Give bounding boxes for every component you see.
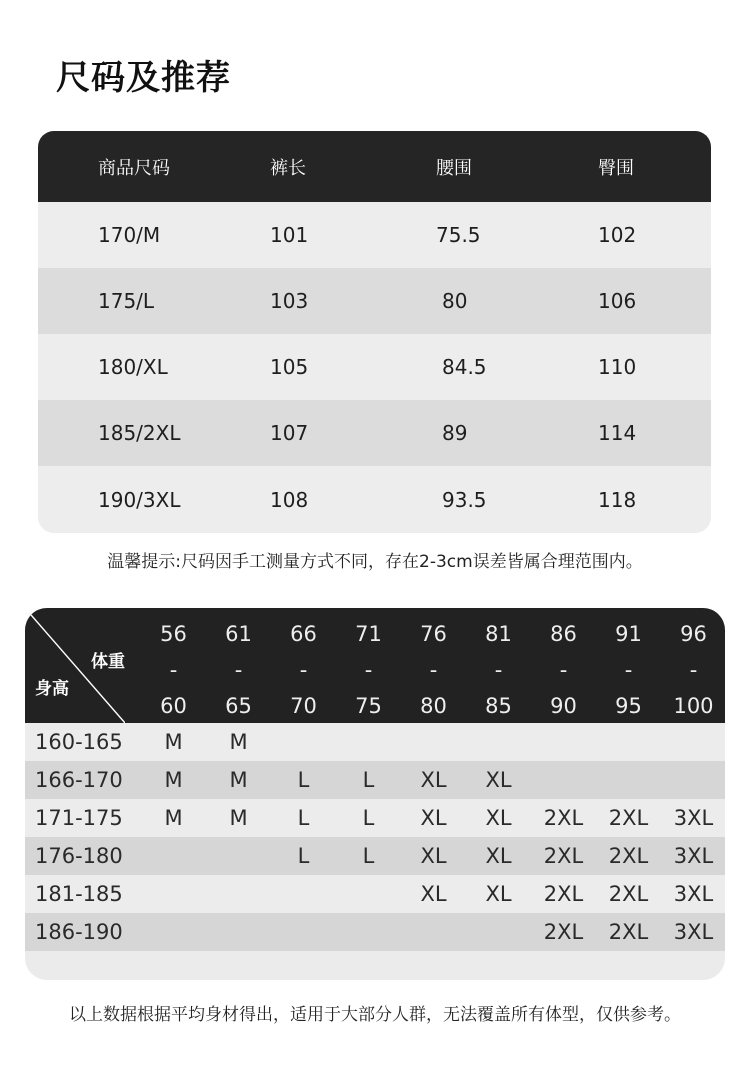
size-table	[38, 131, 711, 533]
size-cell	[596, 723, 661, 761]
size-cell	[141, 837, 206, 875]
weight-range	[141, 608, 206, 723]
size-cell: XL	[420, 844, 447, 868]
cell-size: 170/M	[98, 223, 161, 247]
weight-range	[661, 608, 725, 723]
size-cell: L	[297, 806, 310, 830]
size-cell	[271, 875, 336, 913]
cell-hip: 114	[598, 421, 637, 445]
table-row	[25, 837, 725, 875]
size-cell	[271, 723, 336, 761]
weight-min: 56	[160, 622, 187, 646]
size-cell: 2XL	[608, 844, 649, 868]
size-cell: 2XL	[543, 844, 584, 868]
weight-max: 85	[485, 694, 512, 718]
weight-separator: -	[494, 658, 503, 682]
cell-size: 175/L	[98, 289, 155, 313]
weight-separator: -	[364, 658, 373, 682]
weight-max: 60	[160, 694, 187, 718]
table-row	[25, 913, 725, 951]
cell-size: 185/2XL	[98, 421, 181, 445]
weight-range	[271, 608, 336, 723]
weight-range	[336, 608, 401, 723]
weight-range	[596, 608, 661, 723]
size-cell: L	[297, 844, 310, 868]
size-cell	[531, 761, 596, 799]
page-title: 尺码及推荐	[56, 58, 231, 98]
size-cell: 2XL	[608, 882, 649, 906]
weight-range	[466, 608, 531, 723]
table-row	[38, 202, 711, 268]
size-cell: XL	[485, 806, 512, 830]
size-cell: XL	[420, 768, 447, 792]
cell-hip: 102	[598, 223, 637, 247]
size-cell: M	[229, 806, 248, 830]
cell-hip: 106	[598, 289, 637, 313]
size-cell	[531, 723, 596, 761]
weight-range	[206, 608, 271, 723]
weight-min: 91	[615, 622, 642, 646]
table-row	[38, 268, 711, 334]
table-row	[38, 466, 711, 533]
cell-length: 103	[270, 289, 309, 313]
weight-min: 76	[420, 622, 447, 646]
size-cell: L	[297, 768, 310, 792]
size-cell: 2XL	[543, 882, 584, 906]
size-cell: L	[362, 806, 375, 830]
weight-max: 75	[355, 694, 382, 718]
size-cell: 2XL	[608, 920, 649, 944]
size-cell	[466, 723, 531, 761]
size-cell	[141, 913, 206, 951]
size-cell: 2XL	[608, 806, 649, 830]
weight-max: 65	[225, 694, 252, 718]
cell-waist: 89	[442, 421, 468, 445]
size-cell: 3XL	[673, 844, 714, 868]
recommend-table-body	[25, 723, 725, 951]
weight-separator: -	[299, 658, 308, 682]
table-row	[38, 400, 711, 466]
measurement-note: 温馨提示:尺码因手工测量方式不同，存在2-3cm误差皆属合理范围内。	[107, 552, 643, 572]
size-cell	[661, 723, 725, 761]
weight-min: 86	[550, 622, 577, 646]
size-cell: XL	[485, 844, 512, 868]
cell-length: 101	[270, 223, 309, 247]
size-cell: M	[164, 806, 183, 830]
recommend-table	[25, 608, 725, 980]
weight-separator: -	[169, 658, 178, 682]
table-row	[25, 799, 725, 837]
weight-separator: -	[624, 658, 633, 682]
size-cell	[401, 913, 466, 951]
cell-waist: 93.5	[442, 487, 487, 512]
weight-range	[401, 608, 466, 723]
recommend-table-header	[25, 608, 725, 723]
table-row	[25, 761, 725, 799]
weight-separator: -	[559, 658, 568, 682]
header-size: 商品尺码	[98, 157, 170, 179]
size-cell: L	[362, 768, 375, 792]
weight-min: 81	[485, 622, 512, 646]
weight-max: 95	[615, 694, 642, 718]
size-cell	[466, 913, 531, 951]
weight-separator: -	[429, 658, 438, 682]
reference-note: 以上数据根据平均身材得出，适用于大部分人群，无法覆盖所有体型，仅供参考。	[69, 1005, 681, 1025]
size-cell: 3XL	[673, 920, 714, 944]
header-length: 裤长	[270, 157, 306, 179]
size-cell: M	[229, 730, 248, 754]
height-label: 身高	[35, 679, 69, 699]
weight-label: 体重	[91, 652, 125, 672]
table-row	[25, 723, 725, 761]
size-cell	[336, 723, 401, 761]
size-cell: 3XL	[673, 806, 714, 830]
cell-length: 107	[270, 421, 309, 445]
size-table-header	[38, 131, 711, 202]
size-cell: XL	[485, 768, 512, 792]
height-range: 181-185	[35, 882, 123, 906]
size-cell: M	[164, 768, 183, 792]
cell-length: 105	[270, 355, 309, 379]
weight-max: 70	[290, 694, 317, 718]
size-cell	[336, 875, 401, 913]
cell-waist: 80	[442, 289, 468, 313]
size-cell: 2XL	[543, 920, 584, 944]
cell-hip: 110	[598, 355, 637, 379]
size-cell	[271, 913, 336, 951]
size-cell	[206, 875, 271, 913]
size-cell: M	[229, 768, 248, 792]
table-row	[25, 875, 725, 913]
cell-hip: 118	[598, 487, 637, 512]
size-cell	[206, 913, 271, 951]
size-cell	[596, 761, 661, 799]
height-range: 171-175	[35, 806, 123, 830]
weight-max: 90	[550, 694, 577, 718]
height-range: 176-180	[35, 844, 123, 868]
size-cell: M	[164, 730, 183, 754]
cell-size: 190/3XL	[98, 487, 181, 512]
height-range: 186-190	[35, 920, 123, 944]
header-waist: 腰围	[436, 157, 472, 179]
height-range: 166-170	[35, 768, 123, 792]
size-cell: 3XL	[673, 882, 714, 906]
size-cell	[661, 761, 725, 799]
weight-separator: -	[234, 658, 243, 682]
size-cell: XL	[420, 882, 447, 906]
weight-max: 80	[420, 694, 447, 718]
weight-range	[531, 608, 596, 723]
size-cell	[401, 723, 466, 761]
weight-min: 61	[225, 622, 252, 646]
weight-min: 96	[680, 622, 707, 646]
size-cell: XL	[420, 806, 447, 830]
size-cell	[206, 837, 271, 875]
size-cell	[336, 913, 401, 951]
cell-size: 180/XL	[98, 355, 168, 379]
cell-length: 108	[270, 487, 309, 512]
cell-waist: 75.5	[436, 223, 481, 247]
weight-separator: -	[689, 658, 698, 682]
cell-waist: 84.5	[442, 355, 487, 379]
size-cell: 2XL	[543, 806, 584, 830]
height-range: 160-165	[35, 730, 123, 754]
weight-min: 71	[355, 622, 382, 646]
size-cell: L	[362, 844, 375, 868]
weight-max: 100	[673, 694, 714, 718]
size-cell	[141, 875, 206, 913]
table-row	[38, 334, 711, 400]
size-cell: XL	[485, 882, 512, 906]
weight-min: 66	[290, 622, 317, 646]
header-hip: 臀围	[598, 157, 634, 179]
